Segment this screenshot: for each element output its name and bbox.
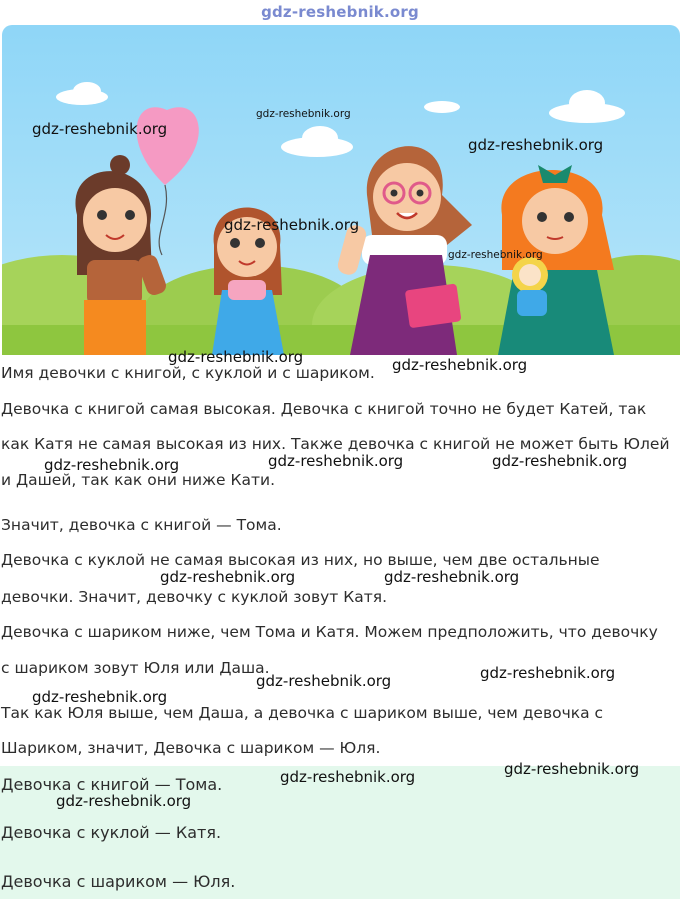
solution-line: Девочка с книгой самая высокая. Девочка с книгой точно не будет Катей, так xyxy=(1,400,647,418)
watermark: gdz-reshebnik.org xyxy=(480,664,616,682)
watermark: gdz-reshebnik.org xyxy=(268,452,404,470)
solution-line: Шариком, значит, Девочка с шариком — Юля. xyxy=(1,739,381,757)
site-header-link[interactable]: gdz-reshebnik.org xyxy=(261,3,419,21)
solution-line: и Дашей, так как они ниже Кати. xyxy=(1,471,276,489)
girls-picture xyxy=(2,25,680,355)
watermark: gdz-reshebnik.org xyxy=(32,120,168,138)
watermark: gdz-reshebnik.org xyxy=(168,348,304,366)
solution-line: с шариком зовут Юля или Даша. xyxy=(1,659,270,677)
watermark: gdz-reshebnik.org xyxy=(256,672,392,690)
watermark: gdz-reshebnik.org xyxy=(32,688,168,706)
solution-line: Так как Юля выше, чем Даша, а девочка с шариком выше, чем девочка с xyxy=(1,704,604,722)
watermark: gdz-reshebnik.org xyxy=(492,452,628,470)
watermark: gdz-reshebnik.org xyxy=(256,108,351,120)
answer-line: Девочка с куклой — Катя. xyxy=(1,823,222,842)
answer-line: Девочка с шариком — Юля. xyxy=(1,872,236,891)
watermark: gdz-reshebnik.org xyxy=(468,136,604,154)
watermark: gdz-reshebnik.org xyxy=(392,356,528,374)
solution-line: Значит, девочка с книгой — Тома. xyxy=(1,516,282,534)
watermark: gdz-reshebnik.org xyxy=(280,768,416,786)
solution-line: девочки. Значит, девочку с куклой зовут Катя. xyxy=(1,588,388,606)
watermark: gdz-reshebnik.org xyxy=(384,568,520,586)
watermark: gdz-reshebnik.org xyxy=(504,760,640,778)
watermark: gdz-reshebnik.org xyxy=(224,216,360,234)
solution-line: Девочка с шариком ниже, чем Тома и Катя. Можем предположить, что девочку xyxy=(1,623,658,641)
watermark: gdz-reshebnik.org xyxy=(44,456,180,474)
solution-line: Девочка с куклой не самая высокая из них, но выше, чем две остальные xyxy=(1,551,600,569)
solution-line: как Катя не самая высокая из них. Также девочка с книгой не может быть Юлей xyxy=(1,435,670,453)
answer-line: Девочка с книгой — Тома. xyxy=(1,775,223,794)
illustration-girls xyxy=(2,25,680,355)
watermark: gdz-reshebnik.org xyxy=(160,568,296,586)
watermark: gdz-reshebnik.org xyxy=(448,249,543,261)
solution-line: Имя девочки с книгой, с куклой и с шариком. xyxy=(1,364,375,382)
watermark: gdz-reshebnik.org xyxy=(56,792,192,810)
